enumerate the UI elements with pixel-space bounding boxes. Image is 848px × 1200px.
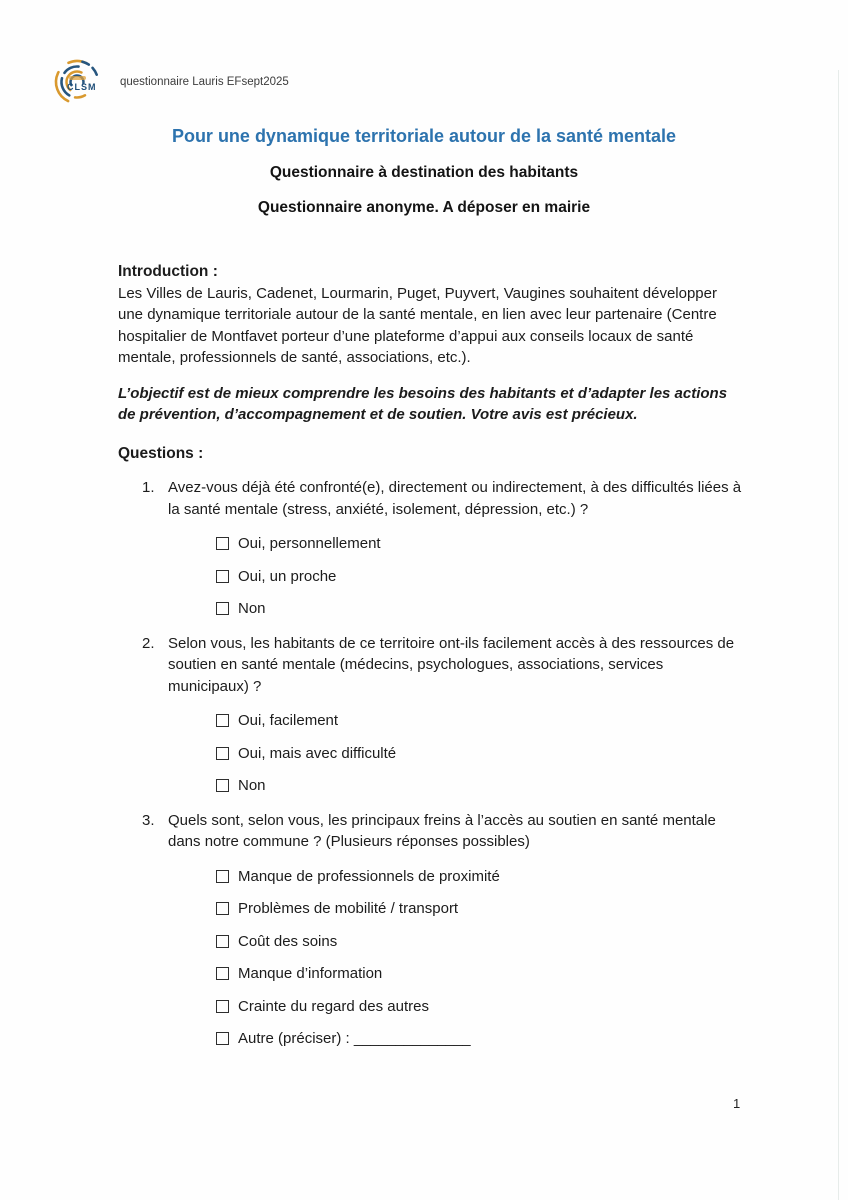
option-row bbox=[216, 866, 742, 888]
question-2-options bbox=[216, 710, 742, 797]
option-label: Oui, facilement bbox=[238, 712, 339, 729]
option-row bbox=[216, 898, 742, 920]
option-row bbox=[216, 931, 742, 953]
option-row bbox=[216, 775, 742, 797]
question-1-options bbox=[216, 533, 742, 620]
introduction-heading: Introduction : bbox=[118, 263, 218, 280]
clsm-logo bbox=[50, 57, 102, 107]
option-label: Non bbox=[238, 600, 266, 617]
page-header bbox=[50, 57, 289, 107]
checkbox-icon bbox=[216, 967, 229, 980]
checkbox-icon bbox=[216, 747, 229, 760]
option-row bbox=[216, 566, 742, 588]
question-text: Selon vous, les habitants de ce territoire ont-ils facilement accès à des ressources de soutien en santé mentale (médecins, psychologues, associations, services municipaux) ? bbox=[168, 634, 735, 695]
option-label: Problèmes de mobilité / transport bbox=[238, 900, 459, 917]
option-label: Non bbox=[238, 777, 266, 794]
option-row bbox=[216, 1028, 742, 1050]
title-block bbox=[0, 126, 848, 217]
option-label: Coût des soins bbox=[238, 932, 338, 950]
objective-paragraph: L’objectif est de mieux comprendre les besoins des habitants et d’adapter les actions de prévention, d’accompagnement et de soutien. Votre avis est précieux. bbox=[118, 384, 728, 423]
option-row bbox=[216, 598, 742, 620]
option-row bbox=[216, 963, 742, 985]
option-row bbox=[216, 710, 742, 732]
logo-clsm-label: CLSM bbox=[67, 82, 97, 92]
question-3-text-row bbox=[142, 810, 742, 853]
option-label: Manque de professionnels de proximité bbox=[238, 867, 500, 885]
question-3 bbox=[118, 810, 742, 1050]
question-1 bbox=[118, 477, 742, 620]
option-label: Autre (préciser) : ______________ bbox=[238, 1030, 471, 1047]
question-text: Quels sont, selon vous, les principaux freins à l’accès au soutien en santé mentale dans notre commune ? (Plusieurs réponses possibles) bbox=[168, 811, 716, 850]
option-label: Manque d’information bbox=[238, 965, 383, 982]
checkbox-icon bbox=[216, 902, 229, 915]
questions-heading: Questions : bbox=[118, 444, 204, 462]
question-text: Avez-vous déjà été confronté(e), directement ou indirectement, à des difficultés liées à la santé mentale (stress, anxiété, isolement, dépression, etc.) ? bbox=[168, 479, 742, 518]
option-row bbox=[216, 996, 742, 1018]
question-number: 1. bbox=[142, 479, 155, 496]
option-row bbox=[216, 533, 742, 555]
checkbox-icon bbox=[216, 1000, 229, 1013]
option-label: Oui, mais avec difficulté bbox=[238, 744, 397, 762]
subtitle-habitants: Questionnaire à destination des habitants bbox=[269, 164, 579, 181]
logo-tagline-mark bbox=[69, 76, 86, 80]
question-number: 3. bbox=[142, 811, 155, 829]
document-label: questionnaire Lauris EFsept2025 bbox=[120, 76, 289, 88]
option-label: Oui, un proche bbox=[238, 567, 337, 585]
option-label: Crainte du regard des autres bbox=[238, 997, 429, 1015]
scan-edge-artifact bbox=[838, 70, 839, 1200]
page-title: Pour une dynamique territoriale autour de la santé mentale bbox=[171, 126, 677, 146]
option-row bbox=[216, 743, 742, 765]
checkbox-icon bbox=[216, 714, 229, 727]
checkbox-icon bbox=[216, 779, 229, 792]
question-2 bbox=[118, 633, 742, 797]
checkbox-icon bbox=[216, 1032, 229, 1045]
subtitle-anonyme: Questionnaire anonyme. A déposer en mairie bbox=[257, 199, 591, 216]
page-number: 1 bbox=[733, 1096, 741, 1111]
checkbox-icon bbox=[216, 870, 229, 883]
option-label: Oui, personnellement bbox=[238, 535, 381, 552]
question-1-text-row bbox=[142, 477, 742, 520]
checkbox-icon bbox=[216, 935, 229, 948]
checkbox-icon bbox=[216, 602, 229, 615]
document-content bbox=[118, 261, 742, 1063]
checkbox-icon bbox=[216, 570, 229, 583]
introduction-body: Les Villes de Lauris, Cadenet, Lourmarin, Puget, Puyvert, Vaugines souhaitent développer une dynamique territoriale autour de la santé mentale, en lien avec leur partenaire (Centre hospitalier de Montfavet porteur d’une plateforme d’appui aux conseils locaux de santé mentale, professionnels de santé, associations, etc.). bbox=[118, 284, 717, 366]
question-3-options bbox=[216, 866, 742, 1050]
checkbox-icon bbox=[216, 537, 229, 550]
question-2-text-row bbox=[142, 633, 742, 698]
question-number: 2. bbox=[142, 634, 155, 652]
